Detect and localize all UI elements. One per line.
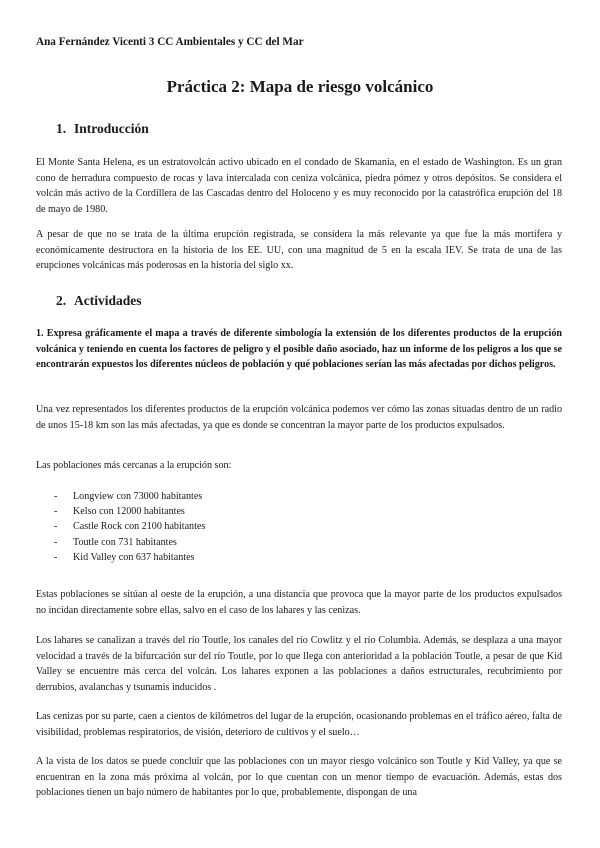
list-item [54,489,205,504]
paragraph: Una vez representados los diferentes productos de la erupción volcánica podemos ver cómo las zonas situadas dentro de un radio de unos 15-18 km son las más afectadas, ya que es donde se concentran la mayor parte de los productos expulsados. [36,404,562,431]
list-item [54,550,205,565]
bullet-marker: - [54,521,58,533]
section-heading-introduccion [56,121,149,137]
bullet-marker: - [54,491,58,502]
question-text: 1. Expresa gráficamente el mapa a través de diferente simbología la extensión de los diferentes productos de la erupción volcánica y teniendo en cuenta los factores de peligro y el posible daño asociado, haz un informe de los peligros a los que se encontrarán expuestos los diferentes núcleos de población y qué poblaciones serían las más afectadas por dichos peligros. [36,328,563,370]
section-heading-actividades [56,293,142,309]
population-list [54,489,205,565]
paragraph: A la vista de los datos se puede concluir que las poblaciones con un mayor riesgo volcánico son Toutle y Kid Valley, ya que se encuentran en la zona más próxima al volcán, por lo que cuentan con un menor tiempo de evacuación. Además, estas dos poblaciones tienen un bajo número de habitantes por lo que, probablemente, dispongan de una [36,756,562,798]
list-item-text: Kelso con 12000 habitantes [73,506,185,518]
bullet-marker: - [54,551,58,563]
paragraph: Los lahares se canalizan a través del río Toutle, los canales del río Cowlitz y el río Columbia. Además, se desplaza a una mayor velocidad a través de la bifurcación sur del río Toutle, por lo que llega con anterioridad a la población Toutle, a pesar de que Kid Valley se encuentre más cerca del volcán. Los lahares exponen a las poblaciones a daños estructurales, recubrimiento por derrubios, avalanchas y tsunamis inducidos . [36,635,562,693]
list-item-text: Castle Rock con 2100 habitantes [73,521,206,533]
paragraph: El Monte Santa Helena, es un estratovolcán activo ubicado en el condado de Skamania, en el estado de Washington. Es un gran cono de herradura compuesto de rocas y lava intercalada con ceniza volcánica, piedra pómez y otros depósitos. Se considera el volcán más activo de la Cordillera de las Cascadas dentro del Holoceno y es muy reconocido por la catastrófica erupción del 18 de mayo de 1980. [36,157,562,215]
list-item-text: Kid Valley con 637 habitantes [73,551,195,563]
paragraph: A pesar de que no se trata de la última erupción registrada, se considera la más relevante ya que fue la más mortífera y económicamente destructora en la historia de los EE. UU, con una magnitud de 5 en la escala IEV. Se trata de una de las erupciones volcánicas más poderosas en la historia del siglo xx. [36,229,562,271]
author-line: Ana Fernández Vicenti 3 CC Ambientales y CC del Mar [36,36,304,48]
page-title: Práctica 2: Mapa de riesgo volcánico [166,77,434,96]
section-number: 1. [56,121,67,136]
paragraph: Las poblaciones más cercanas a la erupción son: [36,460,232,471]
list-item [54,504,205,519]
intro-paragraph-1 [36,155,562,217]
list-item [54,519,205,534]
list-item [54,535,205,550]
list-item-text: Toutle con 731 habitantes [73,536,177,548]
activity-question [36,326,562,373]
paragraph: Estas poblaciones se sitúan al oeste de la erupción, a una distancia que provoca que la mayor parte de los productos expulsados no incidan directamente sobre ellas, salvo en el caso de los lahares y las cenizas. [36,589,562,616]
list-item-text: Longview con 73000 habitantes [73,491,203,502]
activity-paragraph-6 [36,754,562,801]
bullet-marker: - [54,536,58,548]
activity-paragraph-5 [36,709,562,740]
activity-paragraph-3 [36,587,562,618]
section-title: Actividades [74,293,142,308]
activity-paragraph-2 [36,458,562,474]
bullet-marker: - [54,506,58,518]
intro-paragraph-2 [36,227,562,274]
section-title: Introducción [74,121,149,136]
activity-paragraph-1 [36,402,562,433]
activity-paragraph-4 [36,633,562,695]
paragraph: Las cenizas por su parte, caen a cientos de kilómetros del lugar de la erupción, ocasionando problemas en el tráfico aéreo, falta de visibilidad, problemas respiratorios, de visión, deterioro de cultivos y el suelo… [36,711,562,738]
section-number: 2. [56,293,67,308]
